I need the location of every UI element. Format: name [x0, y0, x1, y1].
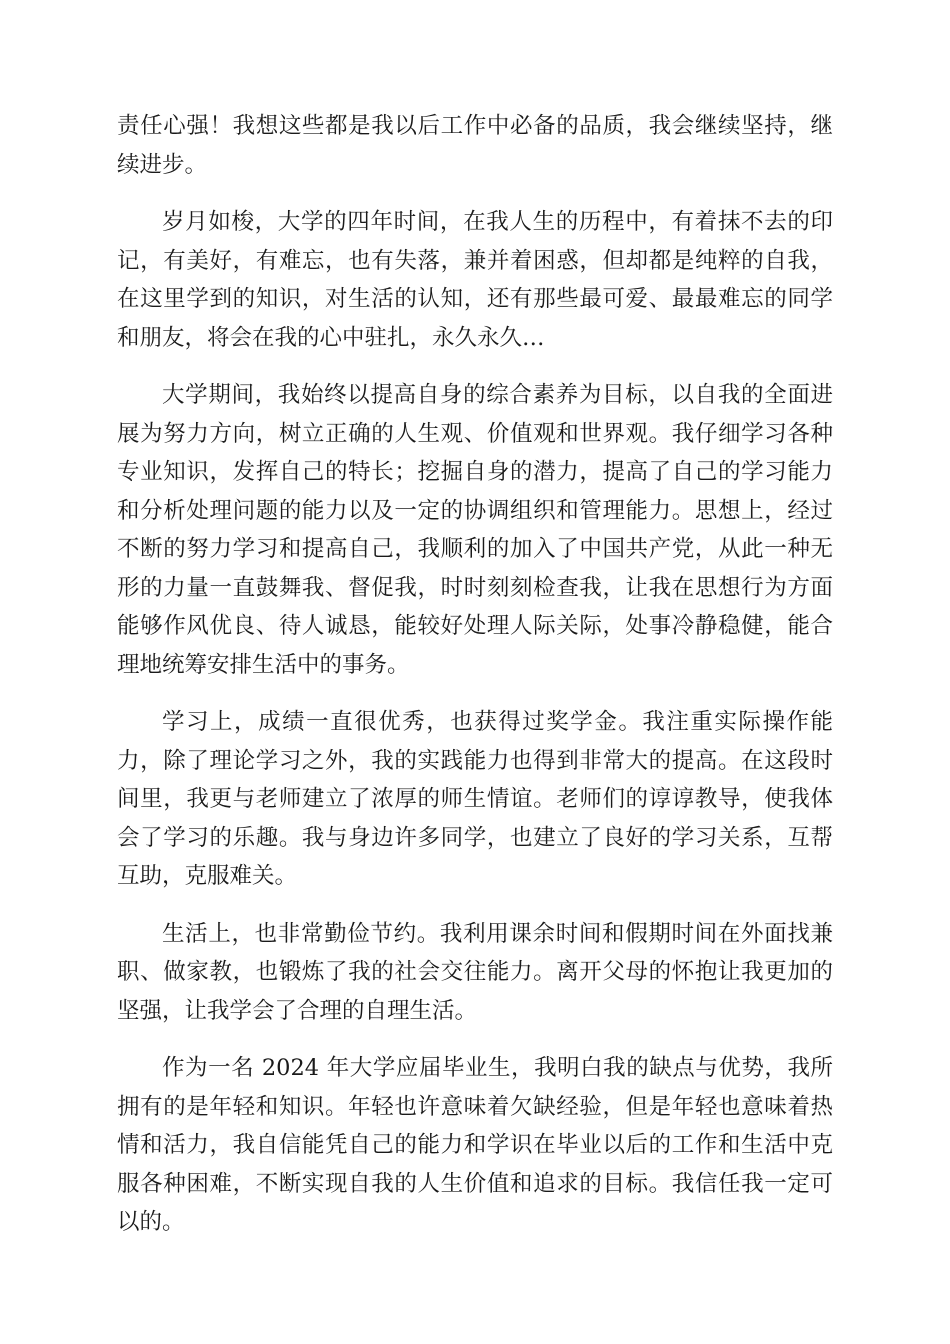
- paragraph-life: 生活上，也非常勤俭节约。我利用课余时间和假期时间在外面找兼职、做家教，也锻炼了我的社会交往能力。离开父母的怀抱让我更加的坚强，让我学会了合理的自理生活。: [117, 920, 833, 1024]
- paragraph-self-development: 大学期间，我始终以提高自身的综合素养为目标，以自我的全面进展为努力方向，树立正确的人生观、价值观和世界观。我仔细学习各种专业知识，发挥自己的特长；挖掘自身的潜力，提高了自己的学习能力和分析处理问题的能力以及一定的协调组织和管理能力。思想上，经过不断的努力学习和提高自己，我顺利的加入了中国共产党，从此一种无形的力量一直鼓舞我、督促我，时时刻刻检查我，让我在思想行为方面能够作风优良、待人诚恳，能较好处理人际关际，处事冷静稳健，能合理地统筹安排生活中的事务。: [117, 382, 833, 678]
- paragraph-continuation: 责任心强！我想这些都是我以后工作中必备的品质，我会继续坚持，继续进步。: [117, 113, 833, 178]
- paragraph-university-years: 岁月如梭，大学的四年时间，在我人生的历程中，有着抹不去的印记，有美好，有难忘，也有失落，兼并着困惑，但却都是纯粹的自我，在这里学到的知识，对生活的认知，还有那些最可爱、最最难忘的同学和朋友，将会在我的心中驻扎，永久永久…: [117, 209, 833, 351]
- paragraph-study: 学习上，成绩一直很优秀，也获得过奖学金。我注重实际操作能力，除了理论学习之外，我的实践能力也得到非常大的提高。在这段时间里，我更与老师建立了浓厚的师生情谊。老师们的谆谆教导，使我体会了学习的乐趣。我与身边许多同学，也建立了良好的学习关系，互帮互助，克服难关。: [117, 709, 833, 889]
- document-body: [117, 107, 833, 1261]
- paragraph-graduate: 作为一名 2024 年大学应届毕业生，我明白我的缺点与优势，我所拥有的是年轻和知识。年轻也许意味着欠缺经验，但是年轻也意味着热情和活力，我自信能凭自己的能力和学识在毕业以后的工作和生活中克服各种困难，不断实现自我的人生价值和追求的目标。我信任我一定可以的。: [117, 1055, 833, 1235]
